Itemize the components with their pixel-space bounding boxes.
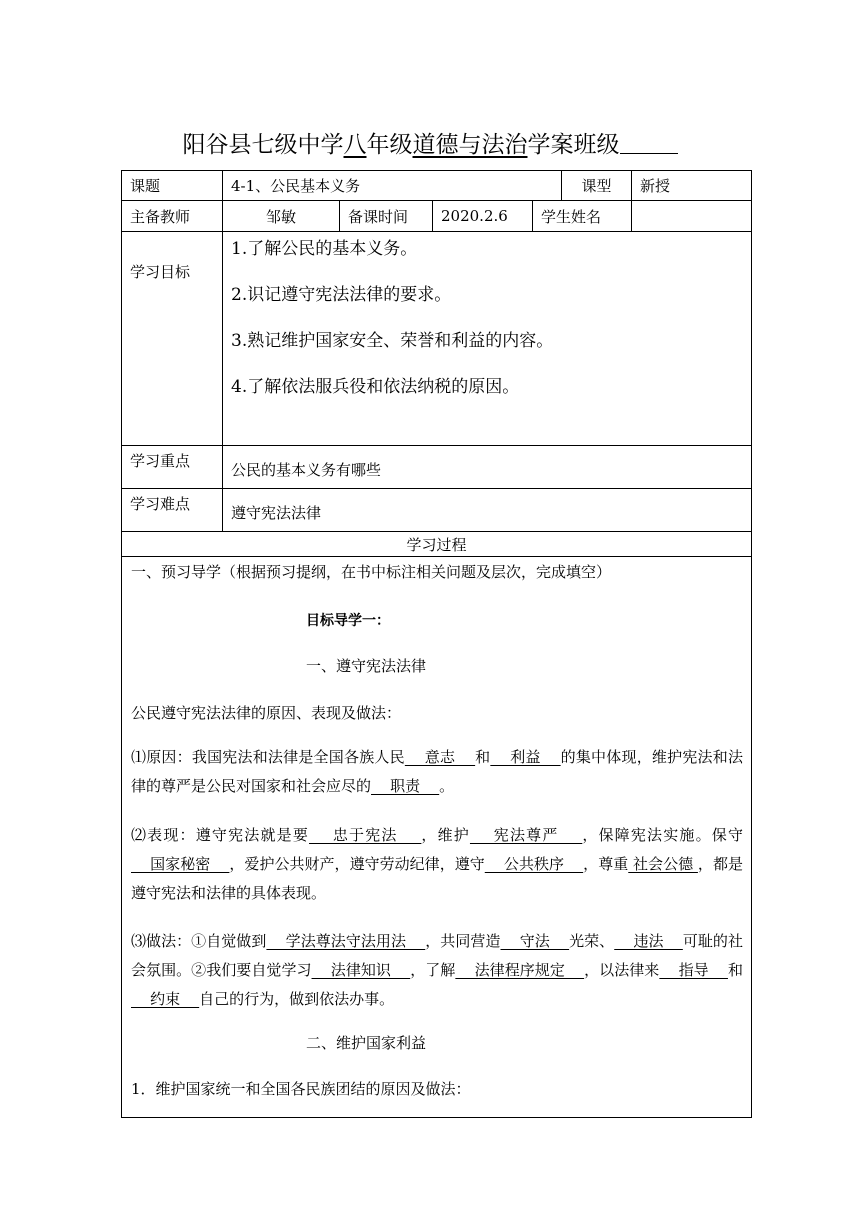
- student-name-label: 学生姓名: [533, 201, 632, 232]
- class-blank[interactable]: [620, 131, 678, 154]
- fill-blank[interactable]: 违法: [614, 932, 683, 950]
- goal-item: 2.识记遵守宪法法律的要求。: [231, 285, 452, 305]
- student-name-value[interactable]: [632, 201, 752, 232]
- prep-time-value: 2020.2.6: [433, 201, 533, 232]
- fill-blank[interactable]: 法律知识: [311, 961, 411, 979]
- performance-paragraph: ⑵表现：遵守宪法就是要 忠于宪法 ，维护 宪法尊严 ，保障宪法实施。保守 国家秘密 ，爱护公共财产，遵守劳动纪律，遵守 公共秩序 ，尊重 社会公德 ，都是遵守宪法和法律的具体表现。: [131, 826, 743, 902]
- fill-blank[interactable]: 约束: [131, 990, 200, 1008]
- goal-item: 4.了解依法服兵役和依法纳税的原因。: [231, 377, 520, 397]
- type-value: 新授: [632, 171, 752, 201]
- fill-blank[interactable]: 意志: [404, 748, 476, 766]
- process-body: [122, 557, 752, 1118]
- target-title: 目标导学一：: [306, 613, 390, 629]
- teacher-value: 邹敏: [223, 201, 340, 232]
- fill-blank[interactable]: 忠于宪法: [309, 826, 422, 844]
- focus-value: 公民的基本义务有哪些: [223, 446, 752, 489]
- goal-item: 3.熟记维护国家安全、荣誉和利益的内容。: [231, 331, 554, 351]
- topic-label: 课题: [122, 171, 223, 201]
- teacher-label: 主备教师: [122, 201, 223, 232]
- topic-value: 4-1、公民基本义务: [223, 171, 562, 201]
- prep-time-label: 备课时间: [340, 201, 433, 232]
- focus-label: 学习重点: [122, 446, 223, 489]
- method-paragraph: ⑶做法：①自觉做到 学法尊法守法用法 ，共同营造 守法 光荣、 违法 可耻的社会氛围。②我们要自觉学习 法律知识 ，了解 法律程序规定 ，以法律来 指导 和 约束 自己的行为，做到依法办事。: [131, 932, 743, 1008]
- section-heading: 一、遵守宪法法律: [306, 657, 427, 675]
- section-heading: 二、维护国家利益: [306, 1034, 427, 1052]
- fill-blank[interactable]: 社会公德: [628, 855, 698, 873]
- difficulty-value: 遵守宪法法律: [223, 489, 752, 532]
- subsection-text: 1．维护国家统一和全国各民族团结的原因及做法：: [131, 1080, 471, 1098]
- goals-list: [223, 232, 752, 446]
- reason-paragraph: ⑴原因：我国宪法和法律是全国各族人民 意志 和 利益 的集中体现，维护宪法和法律的尊严是公民对国家和社会应尽的 职责 。: [131, 748, 743, 795]
- fill-blank[interactable]: 指导: [659, 961, 728, 979]
- fill-blank[interactable]: 国家秘密: [131, 855, 230, 873]
- fill-blank[interactable]: 公共秩序: [484, 855, 584, 873]
- goal-item: 1.了解公民的基本义务。: [231, 239, 418, 259]
- lesson-plan-table: [121, 170, 752, 1118]
- fill-blank[interactable]: 法律程序规定: [455, 961, 585, 979]
- fill-blank[interactable]: 学法尊法守法用法: [266, 932, 426, 950]
- difficulty-label: 学习难点: [122, 489, 223, 532]
- lead-text: 公民遵守宪法法律的原因、表现及做法：: [131, 704, 402, 722]
- fill-blank[interactable]: 守法: [500, 932, 570, 950]
- fill-blank[interactable]: 利益: [490, 748, 561, 766]
- pre-guide-instruction: 一、预习导学（根据预习提纲，在书中标注相关问题及层次，完成填空）: [131, 563, 612, 581]
- fill-blank[interactable]: 职责: [371, 777, 440, 795]
- type-label: 课型: [562, 171, 632, 201]
- process-heading: 学习过程: [122, 532, 752, 557]
- fill-blank[interactable]: 宪法尊严: [469, 826, 583, 844]
- goals-label: 学习目标: [122, 232, 223, 446]
- page-title: 阳谷县七级中学八年级道德与法治学案班级: [0, 128, 860, 162]
